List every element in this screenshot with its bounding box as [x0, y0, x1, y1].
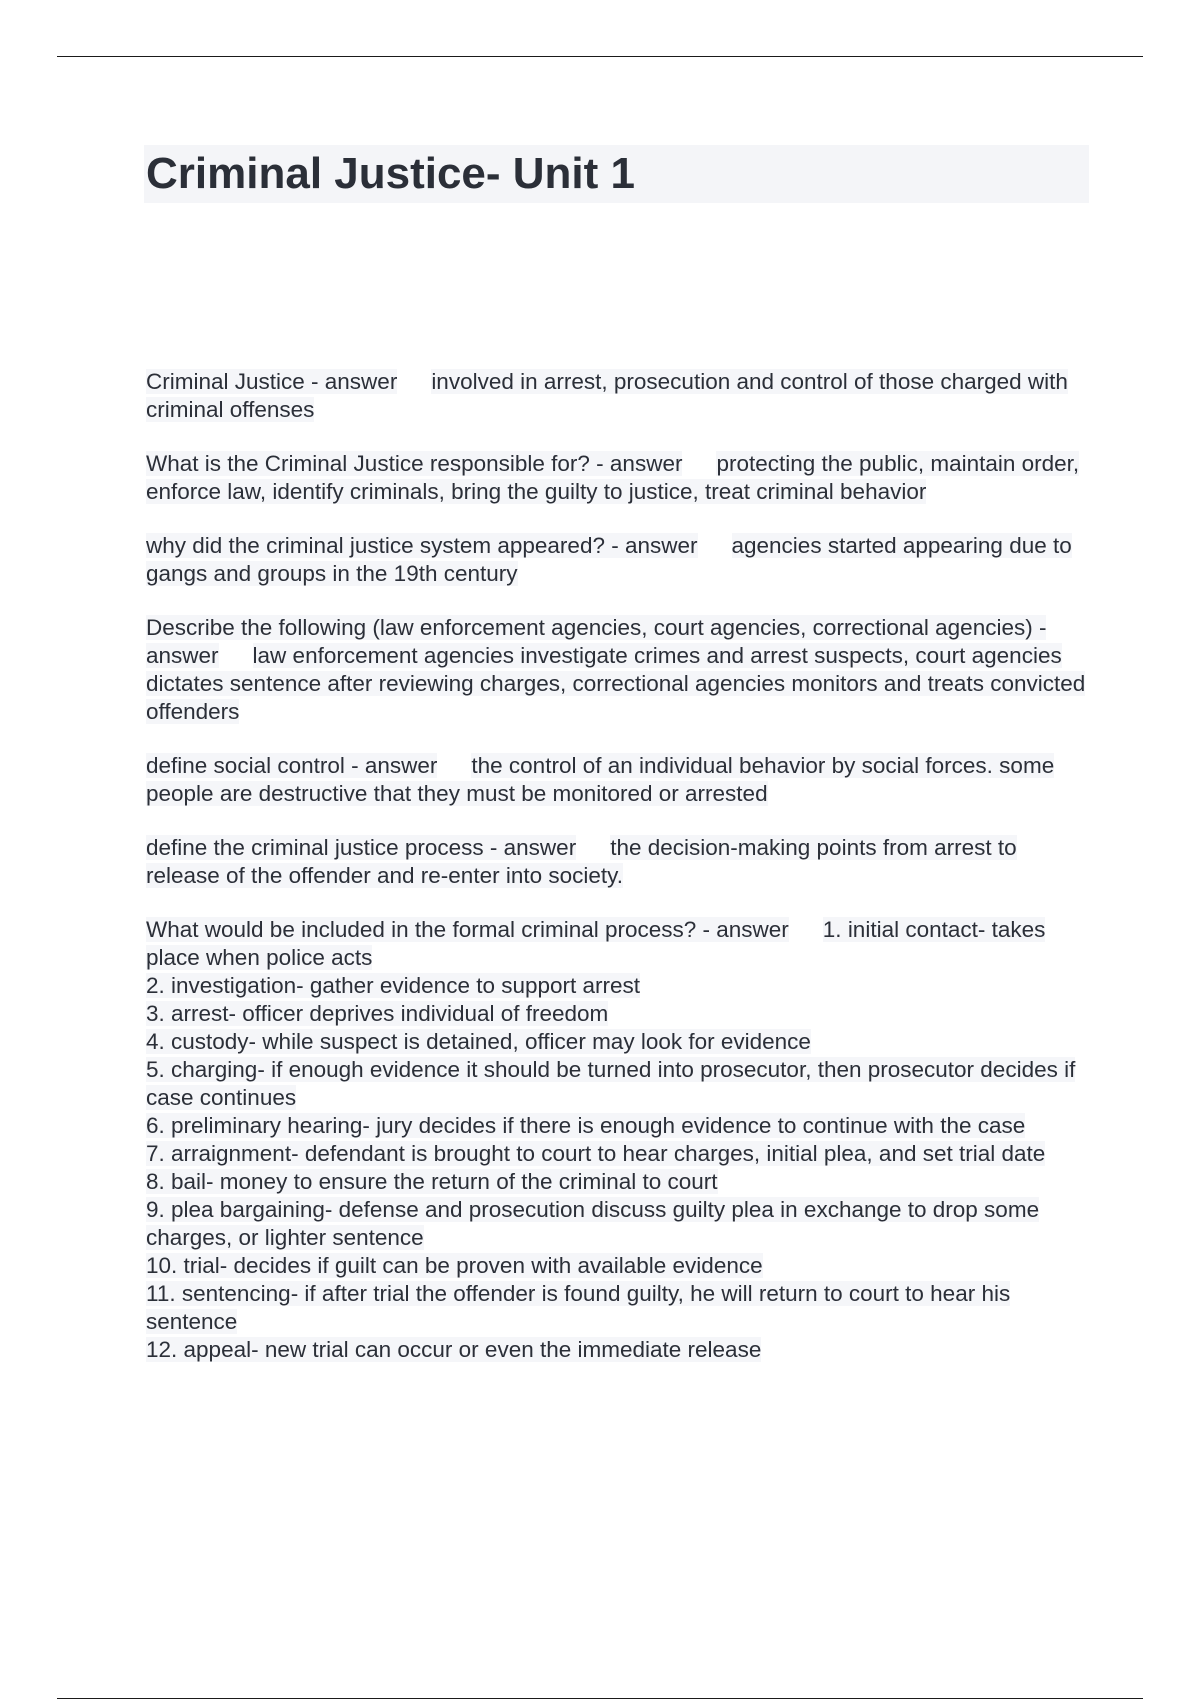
qa-card — [146, 450, 1091, 506]
process-step: 2. investigation- gather evidence to support arrest — [146, 973, 641, 998]
process-step: 9. plea bargaining- defense and prosecution discuss guilty plea in exchange to drop some charges, or lighter sentence — [146, 1197, 1040, 1250]
qa-answer: agencies started appearing due to gangs and groups in the 19th century — [146, 533, 1072, 586]
process-step: 3. arrest- officer deprives individual of freedom — [146, 1001, 609, 1026]
qa-card — [146, 834, 1091, 890]
qa-question: Describe the following (law enforcement agencies, court agencies, correctional agencies) - answer — [146, 615, 1047, 668]
qa-question: why did the criminal justice system appeared? - answer — [146, 533, 698, 558]
qa-answer: the control of an individual behavior by social forces. some people are destructive that they must be monitored or arrested — [146, 753, 1055, 806]
qa-question: define the criminal justice process - answer — [146, 835, 577, 860]
qa-answer: protecting the public, maintain order, enforce law, identify criminals, bring the guilty to justice, treat criminal behavior — [146, 451, 1080, 504]
process-step: 8. bail- money to ensure the return of the criminal to court — [146, 1169, 718, 1194]
qa-card — [146, 368, 1091, 424]
process-step: 4. custody- while suspect is detained, officer may look for evidence — [146, 1029, 811, 1054]
qa-card — [146, 532, 1091, 588]
qa-card — [146, 752, 1091, 808]
process-step: 1. initial contact- takes place when police acts — [146, 917, 1046, 970]
qa-question: What would be included in the formal criminal process? - answer — [146, 917, 789, 942]
process-step: 10. trial- decides if guilt can be proven with available evidence — [146, 1253, 763, 1278]
qa-question: Criminal Justice - answer — [146, 369, 398, 394]
process-step: 6. preliminary hearing- jury decides if there is enough evidence to continue with the case — [146, 1113, 1026, 1138]
process-step: 11. sentencing- if after trial the offender is found guilty, he will return to court to hear his sentence — [146, 1281, 1011, 1334]
qa-answer: law enforcement agencies investigate crimes and arrest suspects, court agencies dictates sentence after reviewing charges, correctional agencies monitors and treats convicted offenders — [146, 643, 1086, 724]
qa-question: What is the Criminal Justice responsible for? - answer — [146, 451, 683, 476]
qa-answer: the decision-making points from arrest to release of the offender and re-enter into society. — [146, 835, 1017, 888]
qa-card-process — [146, 916, 1091, 1364]
qa-answer: involved in arrest, prosecution and control of those charged with criminal offenses — [146, 369, 1068, 422]
process-step: 12. appeal- new trial can occur or even the immediate release — [146, 1337, 762, 1362]
page-title: Criminal Justice- Unit 1 — [146, 149, 636, 198]
process-steps-list — [146, 972, 1091, 1364]
qa-question: define social control - answer — [146, 753, 438, 778]
document-body — [146, 368, 1091, 1390]
process-step: 5. charging- if enough evidence it should be turned into prosecutor, then prosecutor decides if case continues — [146, 1057, 1076, 1110]
top-rule — [57, 56, 1143, 57]
bottom-rule — [57, 1698, 1143, 1699]
qa-card — [146, 614, 1091, 726]
process-step: 7. arraignment- defendant is brought to court to hear charges, initial plea, and set trial date — [146, 1141, 1046, 1166]
